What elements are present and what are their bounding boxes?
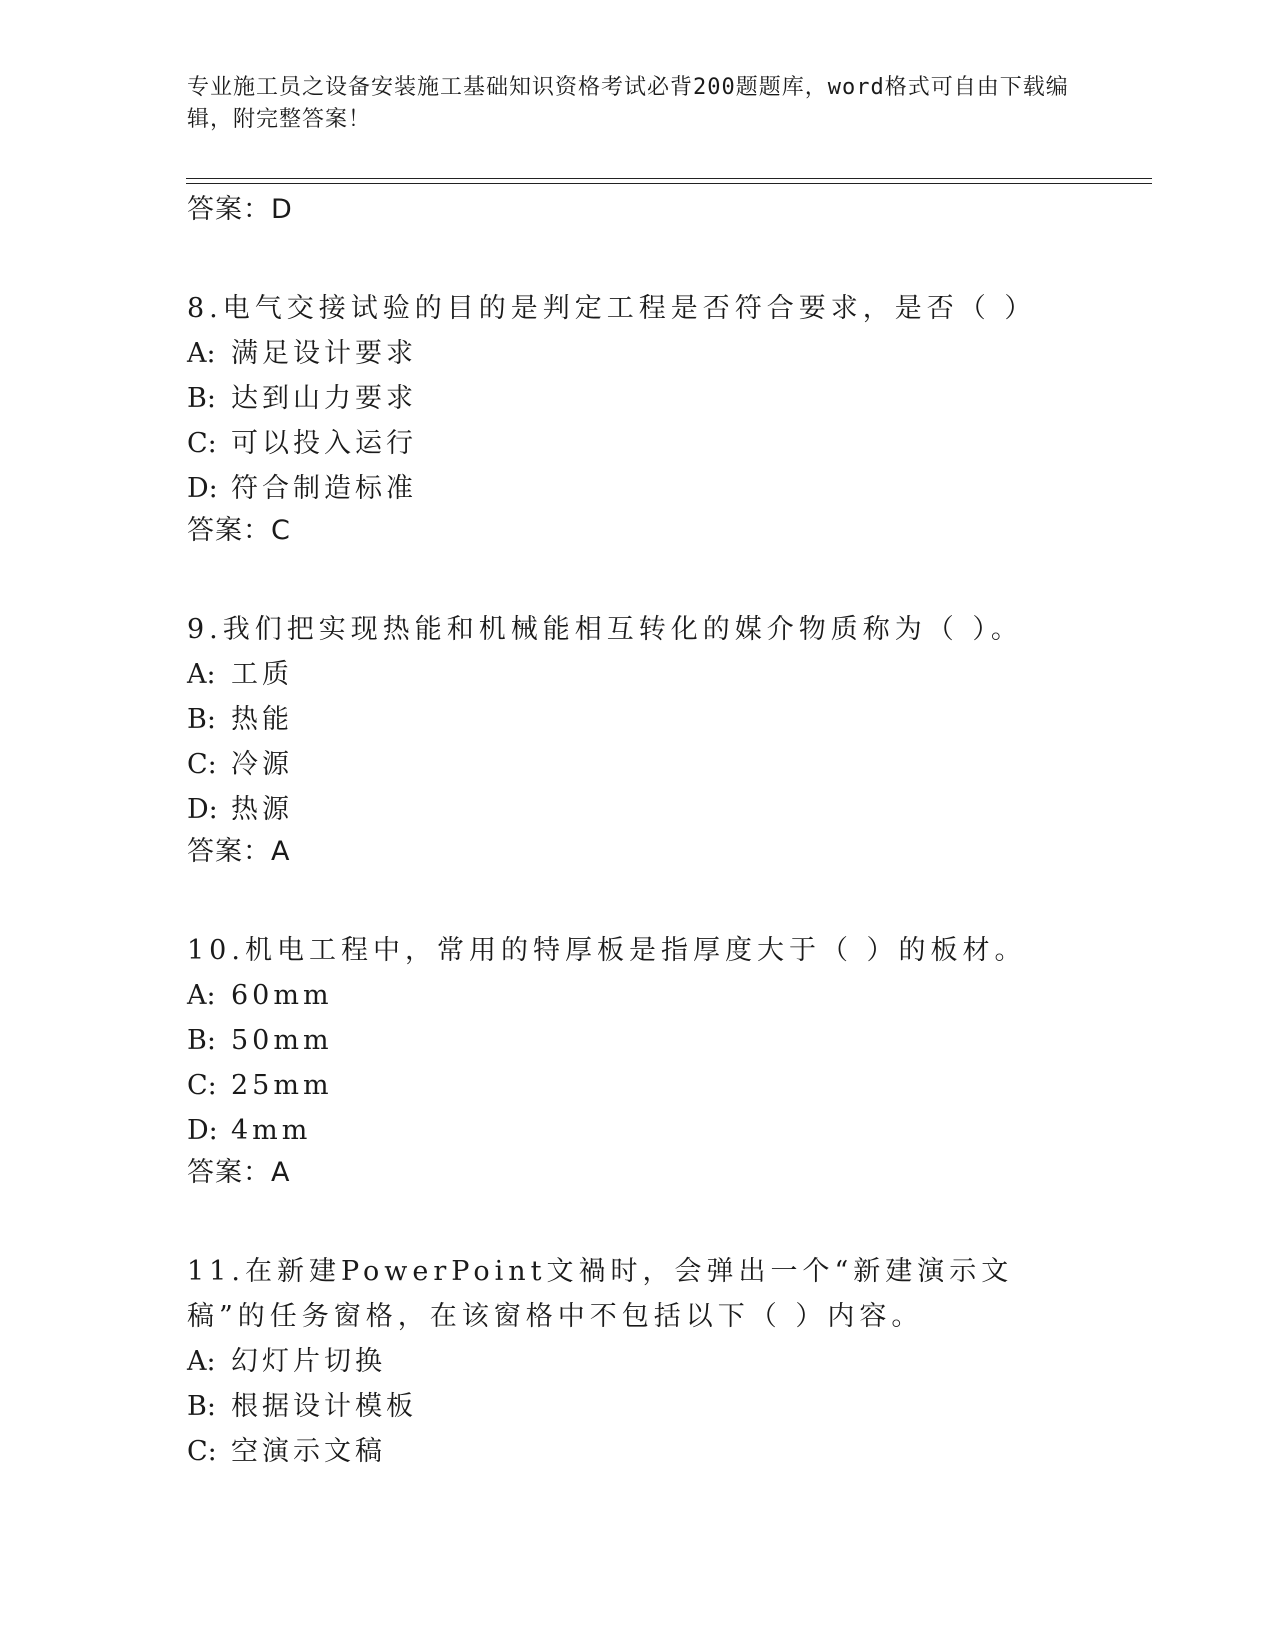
option-letter: D: (187, 1115, 218, 1146)
option-c (187, 1063, 1087, 1108)
option-b (187, 697, 1087, 742)
option-letter: B: (187, 1025, 216, 1056)
option-text: 达到山力要求 (231, 383, 417, 414)
option-text: 25mm (231, 1070, 333, 1101)
option-letter: A: (187, 338, 216, 369)
option-text: 可以投入运行 (231, 428, 417, 459)
document-header: 专业施工员之设备安装施工基础知识资格考试必背200题题库，word格式可自由下载编辑，附完整答案！ (187, 75, 1069, 132)
option-b (187, 1384, 1087, 1429)
option-letter: C: (187, 428, 217, 459)
question-stem: 9.我们把实现热能和机械能相互转化的媒介物质称为（ ）。 (187, 614, 1023, 645)
option-d (187, 1108, 1087, 1153)
option-a (187, 973, 1087, 1018)
option-letter: D: (187, 473, 218, 504)
question-list (187, 190, 1087, 1474)
header-divider-bottom (186, 183, 1152, 184)
option-text: 工质 (231, 659, 293, 690)
header-divider-top (186, 178, 1152, 179)
question-stem: 10.机电工程中，常用的特厚板是指厚度大于（ ）的板材。 (187, 935, 1027, 966)
option-text: 60mm (231, 980, 333, 1011)
option-letter: C: (187, 749, 217, 780)
option-letter: A: (187, 659, 216, 690)
option-a (187, 1339, 1087, 1384)
option-text: 空演示文稿 (231, 1436, 386, 1467)
option-a (187, 652, 1087, 697)
option-b (187, 376, 1087, 421)
option-letter: D: (187, 794, 218, 825)
question-stem: 11.在新建PowerPoint文禍时，会弹出一个“新建演示文稿”的任务窗格，在该窗格中不包括以下（ ）内容。 (187, 1256, 1014, 1332)
option-letter: B: (187, 1391, 216, 1422)
answer-line: 答案：A (187, 1157, 291, 1188)
option-d (187, 466, 1087, 511)
answer-line: 答案：A (187, 836, 291, 867)
option-c (187, 1429, 1087, 1474)
option-letter: A: (187, 980, 216, 1011)
option-letter: C: (187, 1436, 217, 1467)
answer-line: 答案：D (187, 194, 293, 225)
option-text: 幻灯片切换 (231, 1346, 386, 1377)
option-a (187, 331, 1087, 376)
option-letter: B: (187, 704, 216, 735)
question-stem: 8.电气交接试验的目的是判定工程是否符合要求，是否（ ） (187, 293, 1037, 324)
option-letter: A: (187, 1346, 216, 1377)
option-text: 50mm (231, 1025, 333, 1056)
option-text: 冷源 (231, 749, 293, 780)
option-text: 热能 (231, 704, 293, 735)
question-10 (187, 928, 1087, 1193)
option-text: 符合制造标准 (231, 473, 417, 504)
option-b (187, 1018, 1087, 1063)
question-11 (187, 1249, 1087, 1474)
option-text: 满足设计要求 (231, 338, 417, 369)
option-c (187, 421, 1087, 466)
question-8 (187, 286, 1087, 551)
option-text: 热源 (231, 794, 293, 825)
option-d (187, 787, 1087, 832)
option-text: 4mm (231, 1115, 312, 1146)
answer-line: 答案：C (187, 515, 291, 546)
option-text: 根据设计模板 (231, 1391, 417, 1422)
option-c (187, 742, 1087, 787)
option-letter: C: (187, 1070, 217, 1101)
option-letter: B: (187, 383, 216, 414)
question-9 (187, 607, 1087, 872)
